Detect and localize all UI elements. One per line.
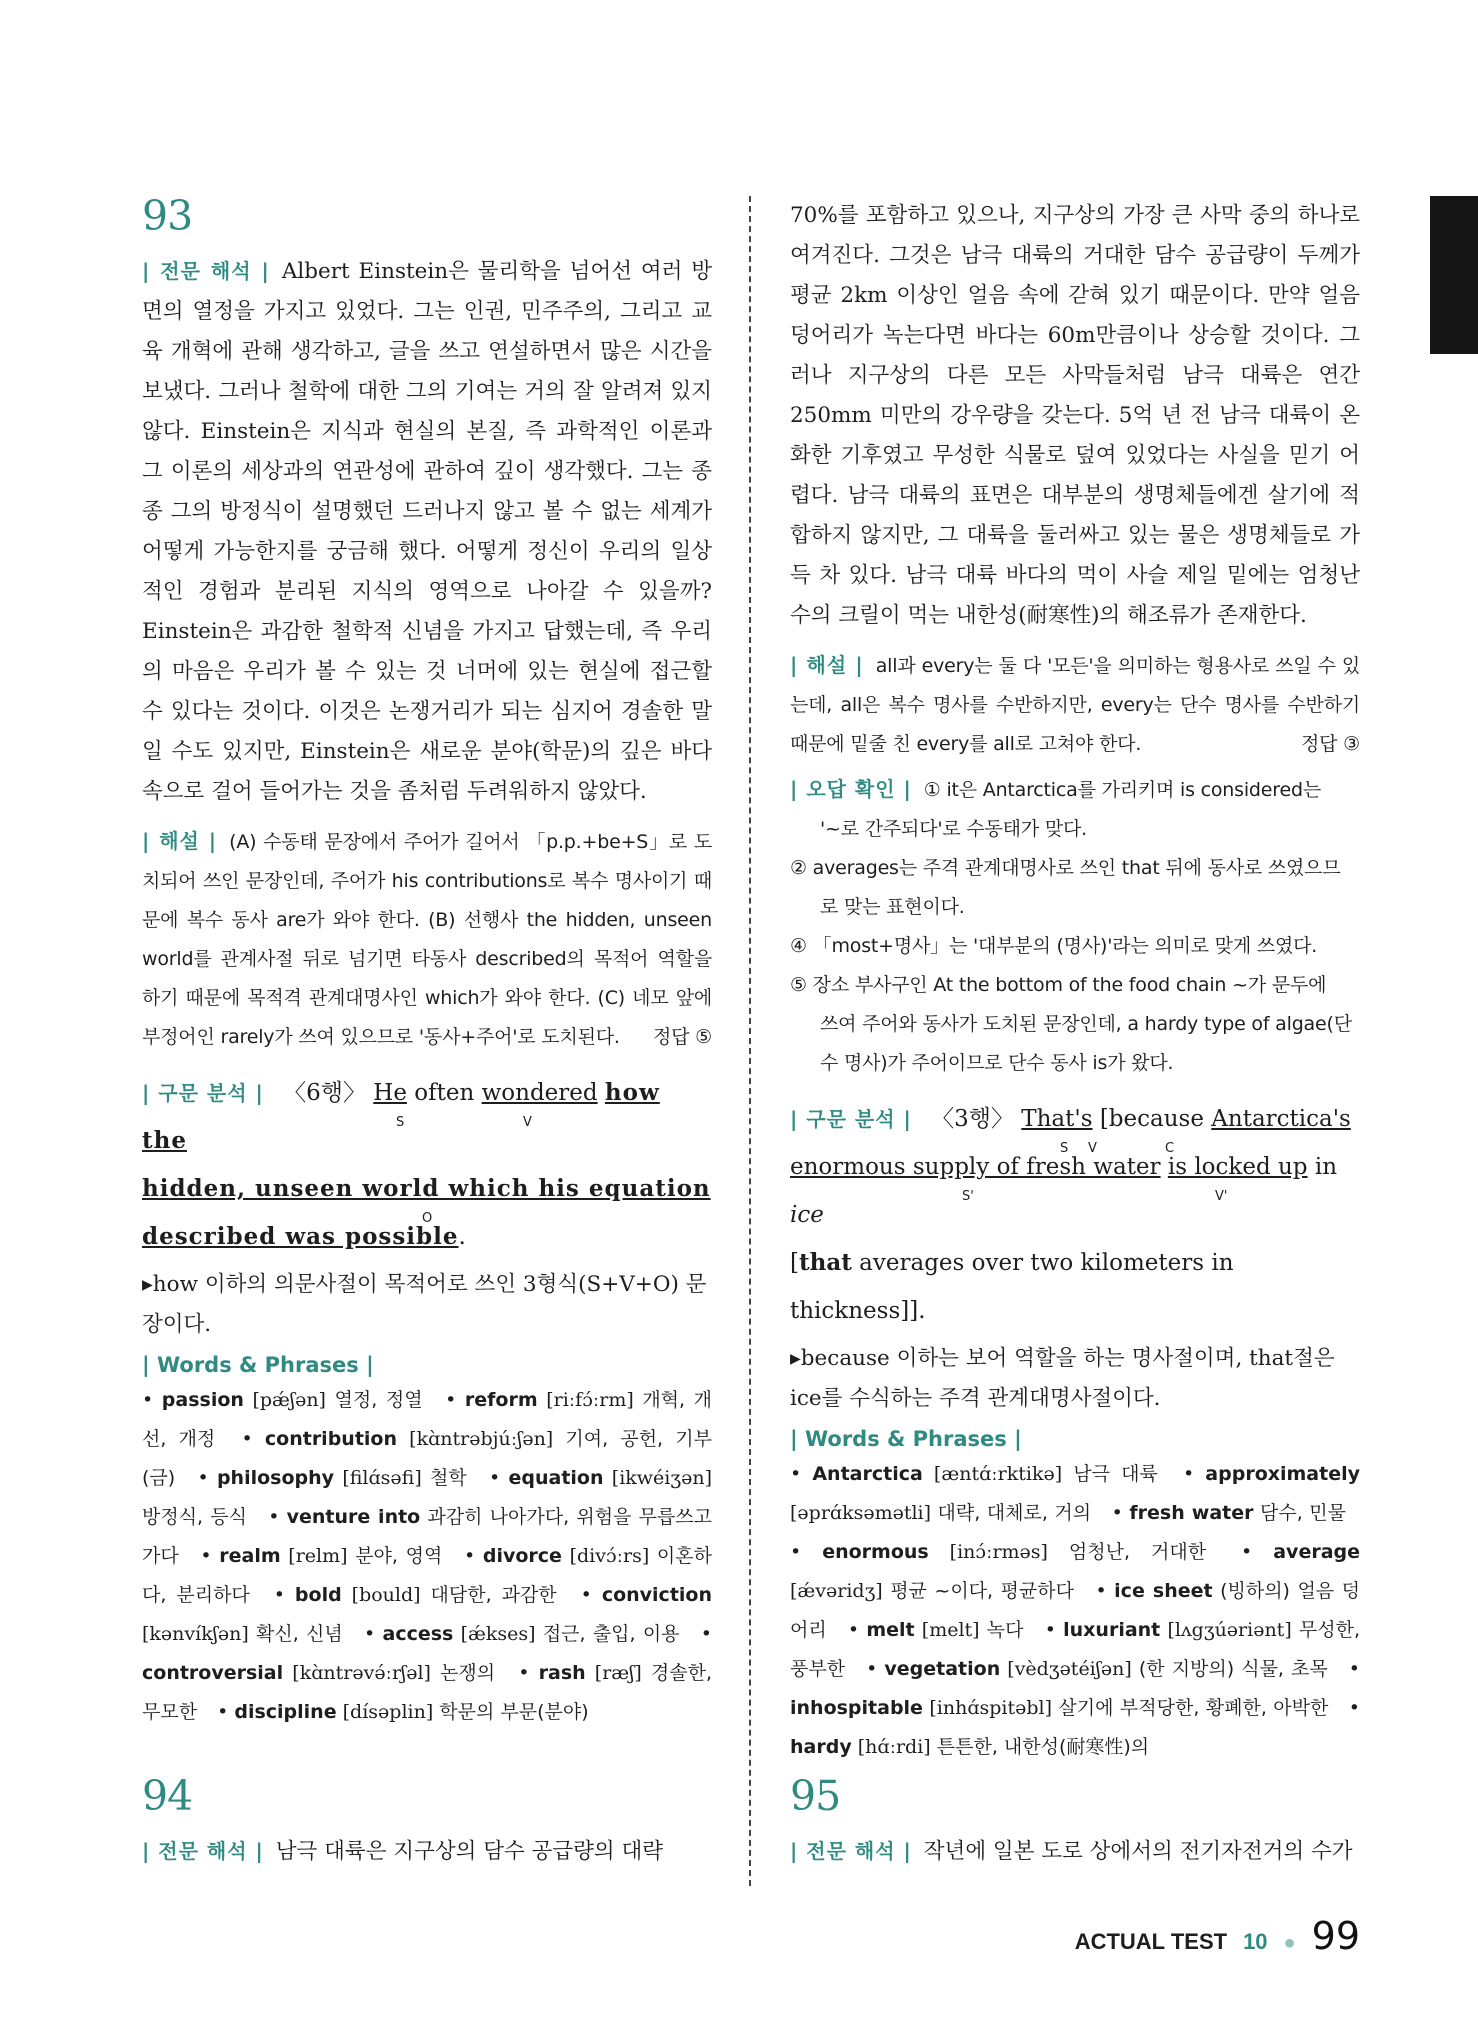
word-meaning: (빙하의) 얼음 덩어리 (790, 1580, 1361, 1641)
tag-translation: | 전문 해석 | (142, 1839, 264, 1863)
word-entry (274, 1584, 557, 1606)
verb-wondered: wondered (481, 1080, 598, 1106)
word-meaning: 평균 ~이다, 평균하다 (882, 1580, 1074, 1602)
word-entry (197, 1467, 466, 1489)
bullet-icon: • (1348, 1658, 1361, 1680)
bullet-icon: • (1241, 1541, 1274, 1563)
check-4: ④ 「most+명사」는 '대부분의 (명사)'라는 의미로 맞게 쓰였다. (790, 935, 1318, 957)
word-meaning: 대담한, 과감한 (420, 1584, 557, 1606)
translation-94-start (142, 1831, 712, 1872)
word-pronunciation: [pǽʃən] (243, 1389, 326, 1411)
bullet-icon: • (445, 1389, 465, 1411)
tag-explain: | 해설 | (142, 829, 218, 853)
adverb-often: often (414, 1080, 475, 1106)
word-entry (200, 1545, 442, 1567)
words-heading-94: | Words & Phrases | (790, 1427, 1022, 1451)
bullet-icon: • (580, 1584, 602, 1606)
ice-word: ice (790, 1202, 824, 1228)
check-5c: 수 명사)가 주어이므로 단수 동사 is가 왔다. (820, 1052, 1174, 1074)
word-term: venture into (286, 1506, 421, 1528)
word-pronunciation: [relm] (280, 1545, 348, 1567)
word-term: melt (866, 1619, 915, 1641)
words-list-94 (790, 1455, 1360, 1767)
section-number-94: 94 (142, 1772, 193, 1820)
word-term: hardy (790, 1736, 852, 1758)
prep-in: in (1314, 1154, 1338, 1180)
word-meaning: 엄청난, 거대한 (1047, 1541, 1207, 1563)
object-clause-start: how the (142, 1079, 660, 1154)
footer-label: ACTUAL TEST (1074, 1929, 1228, 1954)
tag-translation: | 전문 해석 | (790, 1839, 912, 1863)
syntax-note-94: ▸because 이하는 보어 역할을 하는 명사절이며, that절은 ice를 수식하는 주격 관계대명사절이다. (790, 1346, 1335, 1411)
check-5b: 쓰여 주어와 동사가 도치된 문장인데, a hardy type of algae(단 (820, 1013, 1352, 1035)
tag-syntax: | 구문 분석 | (142, 1081, 264, 1105)
bracket-open: [ (790, 1250, 799, 1276)
word-meaning: 살기에 부적당한, 황폐한, 아박한 (1052, 1697, 1329, 1719)
syntax-note-93: ▸how 이하의 의문사절이 목적어로 쓰인 3형식(S+V+O) 문장이다. (142, 1272, 707, 1337)
check-1b: '~로 간주되다'로 수동태가 맞다. (820, 818, 1087, 840)
word-term: controversial (142, 1662, 284, 1684)
object-clause-mid: hidden, unseen world which his equation (142, 1175, 711, 1202)
word-term: ice sheet (1114, 1580, 1213, 1602)
mark-v: V (523, 1115, 532, 1130)
mark-o: O (422, 1211, 433, 1226)
bullet-icon: • (273, 1584, 295, 1606)
translation-93 (142, 251, 712, 812)
check-1-text: ① it은 Antarctica를 가리키며 is considered는 (923, 779, 1321, 801)
explanation-94 (790, 646, 1360, 764)
word-meaning: (한 지방의) 식물, 초목 (1131, 1658, 1328, 1680)
word-pronunciation: [bould] (341, 1584, 421, 1606)
line-ref: 〈3행〉 (931, 1106, 1014, 1132)
word-pronunciation: [kɑ̀ntrəbjúːʃən] (397, 1428, 554, 1450)
word-term: rash (538, 1662, 586, 1684)
check-2b: 로 맞는 표현이다. (820, 896, 965, 918)
word-term: discipline (234, 1701, 337, 1723)
word-pronunciation: [əprɑ́ksəmətli] (790, 1502, 932, 1524)
syntax-line-2 (142, 1165, 712, 1226)
syntax-analysis-93 (142, 1069, 712, 1261)
word-entry (1112, 1502, 1346, 1524)
word-pronunciation: [filɑ́səfi] (334, 1467, 422, 1489)
bullet-icon: • (364, 1623, 383, 1645)
syntax-analysis-94 (790, 1095, 1360, 1335)
bullet-icon: • (847, 1619, 867, 1641)
word-term: enormous (822, 1541, 929, 1563)
tag-check: | 오답 확인 | (790, 777, 912, 801)
word-pronunciation: [divɔ́ːrs] (561, 1545, 650, 1567)
bullet-icon: • (268, 1506, 287, 1528)
word-term: bold (294, 1584, 342, 1606)
word-meaning: 튼튼한, 내한성(耐寒性)의 (930, 1736, 1150, 1758)
word-term: fresh water (1129, 1502, 1254, 1524)
check-1 (790, 770, 1360, 810)
bullet-icon: • (1111, 1502, 1130, 1524)
syntax-line-2 (790, 1143, 1360, 1239)
syntax-line-3 (790, 1239, 1360, 1335)
translation-text: Albert Einstein은 물리학을 넘어선 여러 방면의 열정을 가지고 있었다. 그는 인권, 민주주의, 그리고 교육 개혁에 관해 생각하고, 글을 쓰고 연설하면서 많은 시간을 보냈다. 그러나 철학에 대한 그의 기여는 거의 잘 알려져 있지 않다. Einstein은 지식과 현실의 본질, 즉 과학적인 이론과 그 이론의 세상과의 연관성에 관하여 깊이 생각했다. 그는 종종 그의 방정식이 설명했던 드러나지 않고 볼 수 없는 세계가 어떻게 가능한지를 궁금해 했다. 어떻게 정신이 우리의 일상적인 경험과 분리된 지식의 영역으로 나아갈 수 있을까? Einstein은 과감한 철학적 신념을 가지고 답했는데, 즉 우리의 마음은 우리가 볼 수 있는 것 너머에 있는 현실에 접근할 수 있다는 것이다. 이것은 논쟁거리가 되는 심지어 경솔한 말일 수도 있지만, Einstein은 새로운 분야(학문)의 깊은 바다 속으로 걸어 들어가는 것을 좀처럼 두려워하지 않았다. (142, 259, 712, 804)
word-meaning: 녹다 (979, 1619, 1024, 1641)
explain-text: all과 every는 둘 다 '모든'을 의미하는 형용사로 쓰일 수 있는데, all은 복수 명사를 수반하지만, every는 단수 명사를 수반하기 때문에 밑줄 친 every를 all로 고쳐야 한다. (790, 655, 1360, 755)
word-meaning: 경솔한, 무모한 (142, 1662, 712, 1723)
word-pronunciation: [kɑ̀ntrəvə́ːrʃəl] (283, 1662, 431, 1684)
answer-94: 정답 ③ (1301, 733, 1360, 755)
subject-thats: That's (1021, 1106, 1093, 1132)
translation-95-start (790, 1831, 1360, 1872)
word-term: luxuriant (1063, 1619, 1161, 1641)
translation-94-cont: 70%를 포함하고 있으나, 지구상의 가장 큰 사막 중의 하나로 여겨진다. 그것은 남극 대륙의 거대한 담수 공급량이 두께가 평균 2km 이상인 얼음 속에 갇혀 있기 때문이다. 만약 얼음 덩어리가 녹는다면 바다는 60m만큼이나 상승할 것이다. 그러나 지구상의 다른 모든 사막들처럼 남극 대륙은 연간 250mm 미만의 강우량을 갖는다. 5억 년 전 남극 대륙이 온화한 기후였고 무성한 식물로 덮여 있었다는 사실을 믿기 어렵다. 남극 대륙의 표면은 대부분의 생명체들에겐 살기에 적합하지 않지만, 그 대륙을 둘러싸고 있는 물은 생명체들로 가득 차 있다. 남극 대륙 바다의 먹이 사슬 제일 밑에는 엄청난 수의 크릴이 먹는 내한성(耐寒性)의 해조류가 존재한다. (790, 203, 1360, 628)
word-entry (217, 1701, 589, 1723)
word-entry (142, 1389, 423, 1411)
subject-he: He (373, 1080, 407, 1106)
word-meaning: 논쟁의 (430, 1662, 496, 1684)
that-clause-rest: averages over two kilometers in thickness]]. (790, 1250, 1234, 1324)
tag-syntax: | 구문 분석 | (790, 1107, 912, 1131)
word-meaning: 이혼하다, 분리하다 (142, 1545, 712, 1606)
chapter-side-tab (1430, 196, 1478, 354)
word-meaning: 개혁, 개선, 개정 (142, 1389, 712, 1450)
section-94 (142, 1772, 712, 1872)
word-pronunciation: [ikwéiʒən] (603, 1467, 712, 1489)
word-pronunciation: [riːfɔ́ːrm] (537, 1389, 634, 1411)
word-meaning: 철학 (421, 1467, 467, 1489)
word-term: Antarctica (812, 1463, 923, 1485)
word-meaning: 분야, 영역 (347, 1545, 443, 1567)
bullet-icon: • (489, 1467, 509, 1489)
word-entry (790, 1463, 1158, 1485)
bullet-icon: • (197, 1467, 217, 1489)
word-meaning: 대략, 대체로, 거의 (931, 1502, 1092, 1524)
word-meaning: 남극 대륙 (1062, 1463, 1158, 1485)
syntax-line-1 (790, 1095, 1360, 1156)
translation-text: 남극 대륙은 지구상의 담수 공급량의 대략 (275, 1839, 664, 1864)
section-95 (790, 1772, 1360, 1872)
because-bracket: [because (1099, 1106, 1204, 1132)
word-meaning: 무성한, 풍부한 (790, 1619, 1361, 1680)
tag-explain: | 해설 | (790, 653, 864, 677)
word-meaning: 접근, 출입, 이용 (535, 1623, 680, 1645)
word-pronunciation: [inɔ́ːrməs] (928, 1541, 1048, 1563)
mark-c: C (1165, 1141, 1175, 1156)
word-term: conviction (601, 1584, 712, 1606)
word-term: philosophy (216, 1467, 335, 1489)
bullet-icon: • (142, 1389, 162, 1411)
right-column (790, 196, 1360, 1767)
wrong-answer-check-94 (790, 770, 1360, 1083)
explanation-93 (142, 822, 712, 1057)
mark-v-prime: V' (1215, 1189, 1228, 1204)
words-heading-93: | Words & Phrases | (142, 1353, 374, 1377)
word-meaning: 방정식, 등식 (142, 1506, 248, 1528)
word-term: inhospitable (790, 1697, 923, 1719)
left-column (142, 192, 713, 1732)
bullet-icon: • (700, 1623, 713, 1645)
word-pronunciation: [ǽkses] (453, 1623, 536, 1645)
word-pronunciation: [ræʃ] (585, 1662, 642, 1684)
period: . (458, 1224, 466, 1250)
bullet-icon: • (217, 1701, 235, 1723)
word-meaning: 학문의 부문(분야) (433, 1701, 589, 1723)
translation-text: 작년에 일본 도로 상에서의 전기자전거의 수가 (923, 1839, 1353, 1864)
check-2: ② averages는 주격 관계대명사로 쓰인 that 뒤에 동사로 쓰였으므 (790, 857, 1341, 879)
word-pronunciation: [inhɑ́spitəbl] (922, 1697, 1053, 1719)
word-meaning: 열정, 정열 (325, 1389, 423, 1411)
word-term: access (382, 1623, 454, 1645)
tag-translation: | 전문 해석 | (142, 259, 270, 283)
verb-prime: is locked up (1167, 1154, 1308, 1180)
word-entry (866, 1658, 1328, 1680)
word-pronunciation: [lʌgʒúəriənt] (1160, 1619, 1292, 1641)
check-5: ⑤ 장소 부사구인 At the bottom of the food chain ~가 문두에 (790, 974, 1327, 996)
mark-s: S (396, 1115, 405, 1130)
word-entry (848, 1619, 1024, 1641)
word-term: vegetation (884, 1658, 1001, 1680)
word-pronunciation: [æntɑ́ːrktikə] (922, 1463, 1063, 1485)
bullet-icon: • (1095, 1580, 1115, 1602)
word-term: realm (219, 1545, 281, 1567)
line-ref: 〈6행〉 (283, 1080, 366, 1106)
footer-test-number: 10 (1243, 1929, 1268, 1954)
bullet-icon: • (1044, 1619, 1064, 1641)
word-pronunciation: [melt] (914, 1619, 980, 1641)
bullet-icon: • (200, 1545, 220, 1567)
words-list-93 (142, 1381, 712, 1732)
column-divider (749, 196, 751, 1886)
word-term: approximately (1205, 1463, 1360, 1485)
word-meaning: 과감히 나아가다, 위험을 무릅쓰고 가다 (142, 1506, 713, 1567)
bullet-icon: • (463, 1545, 483, 1567)
word-pronunciation: [kənvíkʃən] (142, 1623, 249, 1645)
section-number-95: 95 (790, 1772, 841, 1820)
word-pronunciation: [ǽvəridʒ] (790, 1580, 883, 1602)
word-term: reform (464, 1389, 538, 1411)
antarctica-s: Antarctica's (1211, 1106, 1351, 1132)
bullet-icon: • (1182, 1463, 1206, 1485)
word-pronunciation: [hɑ́ːrdi] (851, 1736, 931, 1758)
bullet-icon: • (241, 1428, 265, 1450)
answer-93: 정답 ⑤ (653, 1026, 712, 1048)
bullet-icon: • (1348, 1697, 1360, 1719)
bullet-icon: • (866, 1658, 885, 1680)
subject-prime: enormous supply of fresh water (790, 1154, 1161, 1180)
word-meaning: 기여, 공헌, 기부(금) (142, 1428, 712, 1489)
word-pronunciation: [dísəplin] (336, 1701, 434, 1723)
bullet-icon: • (790, 1463, 813, 1485)
word-term: average (1273, 1541, 1361, 1563)
page-footer (1075, 1914, 1360, 1958)
syntax-line-1 (142, 1069, 712, 1165)
word-term: contribution (264, 1428, 397, 1450)
section-number-93: 93 (142, 192, 193, 240)
word-meaning: 담수, 민물 (1253, 1502, 1346, 1524)
word-term: passion (161, 1389, 244, 1411)
mark-v: V (1088, 1141, 1097, 1156)
footer-dot: ● (1283, 1932, 1296, 1954)
that-word: that (798, 1249, 852, 1276)
mark-s-prime: S' (962, 1189, 974, 1204)
bullet-icon: • (790, 1541, 823, 1563)
object-clause-end: described was possible (142, 1223, 459, 1250)
bullet-icon: • (518, 1662, 539, 1684)
mark-s: S (1060, 1141, 1069, 1156)
word-pronunciation: [vèdʒətéiʃən] (1000, 1658, 1132, 1680)
word-entry (364, 1623, 680, 1645)
word-term: equation (508, 1467, 604, 1489)
word-meaning: 확신, 신념 (248, 1623, 343, 1645)
explain-text: (A) 수동태 문장에서 주어가 길어서 「p.p.+be+S」로 도치되어 쓰인 문장인데, 주어가 his contributions로 복수 명사이기 때문에 복수 동사 are가 와야 한다. (B) 선행사 the hidden, unseen world를 관계사절 뒤로 넘기면 타동사 described의 목적어 역할을 하기 때문에 목적격 관계대명사인 which가 와야 한다. (C) 네모 앞에 부정어인 rarely가 쓰여 있으므로 '동사+주어'로 도치된다. (142, 831, 712, 1048)
word-term: divorce (482, 1545, 562, 1567)
word-entry (790, 1541, 1206, 1563)
page-number: 99 (1311, 1914, 1360, 1958)
